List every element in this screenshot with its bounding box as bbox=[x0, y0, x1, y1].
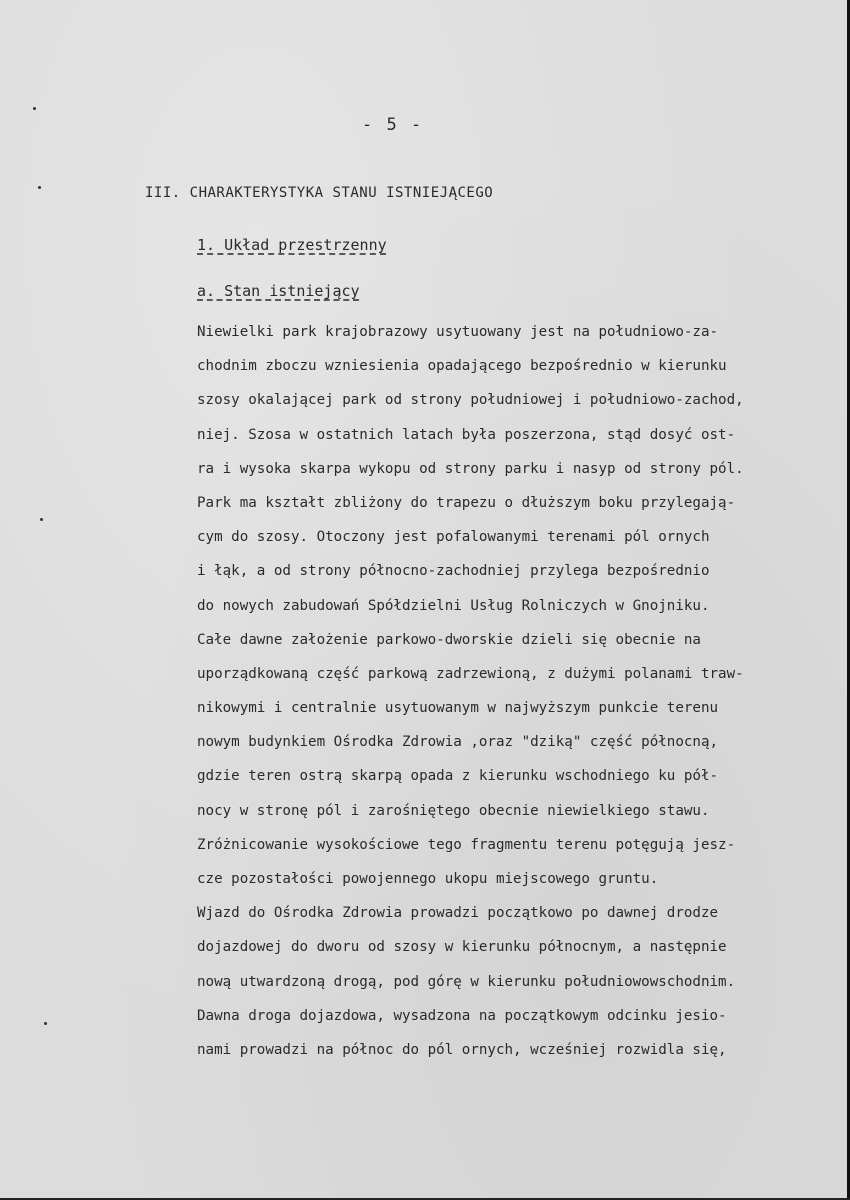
text-line: cym do szosy. Otoczony jest pofalowanymi terenami pól ornych bbox=[197, 529, 710, 546]
text-line: nową utwardzoną drogą, pod górę w kierunku południowowschodnim. bbox=[197, 973, 736, 990]
text-line: Park ma kształt zbliżony do trapezu o dłuższym boku przylegają- bbox=[197, 494, 736, 511]
text-line: gdzie teren ostrą skarpą opada z kierunku wschodniego ku pół- bbox=[197, 768, 719, 785]
text-line: ra i wysoka skarpa wykopu od strony parku i nasyp od strony pól. bbox=[197, 460, 744, 477]
margin-mark bbox=[40, 518, 43, 521]
text-line: nowym budynkiem Ośrodka Zdrowia ,oraz "dziką" część północną, bbox=[197, 734, 719, 751]
text-line: szosy okalającej park od strony południowej i południowo-zachod, bbox=[197, 392, 744, 409]
text-line: dojazdowej do dworu od szosy w kierunku północnym, a następnie bbox=[197, 939, 727, 956]
section-title: III. CHARAKTERYSTYKA STANU ISTNIEJĄCEGO bbox=[145, 185, 494, 201]
margin-mark bbox=[33, 107, 36, 110]
subsection-heading: 1. Układ przestrzenny bbox=[197, 236, 387, 254]
margin-mark bbox=[38, 186, 41, 189]
text-line: Niewielki park krajobrazowy usytuowany jest na południowo-za- bbox=[197, 324, 719, 340]
page-number: - 5 - bbox=[362, 115, 424, 135]
text-line: chodnim zboczu wzniesienia opadającego bezpośrednio w kierunku bbox=[197, 358, 727, 375]
text-line: nocy w stronę pól i zarośniętego obecnie niewielkiego stawu. bbox=[197, 802, 710, 819]
text-line: Wjazd do Ośrodka Zdrowia prowadzi początkowo po dawnej drodze bbox=[197, 905, 719, 922]
text-line: niej. Szosa w ostatnich latach była poszerzona, stąd dosyć ost- bbox=[197, 426, 736, 443]
text-line: do nowych zabudowań Spółdzielni Usług Rolniczych w Gnojniku. bbox=[197, 597, 710, 614]
text-line: Dawna droga dojazdowa, wysadzona na początkowym odcinku jesio- bbox=[197, 1007, 727, 1024]
text-line: nikowymi i centralnie usytuowanym w najwyższym punkcie terenu bbox=[197, 700, 719, 717]
subsubsection-heading: a. Stan istniejący bbox=[197, 282, 360, 300]
body-text bbox=[197, 322, 842, 1074]
text-line: i łąk, a od strony północno-zachodniej przylega bezpośrednio bbox=[197, 563, 710, 580]
text-line: uporządkowaną część parkową zadrzewioną, z dużymi polanami traw- bbox=[197, 665, 744, 682]
text-line: nami prowadzi na północ do pól ornych, wcześniej rozwidla się, bbox=[197, 1041, 727, 1058]
text-line: Całe dawne założenie parkowo-dworskie dzieli się obecnie na bbox=[197, 631, 701, 648]
text-line: Zróżnicowanie wysokościowe tego fragmentu terenu potęgują jesz- bbox=[197, 836, 736, 853]
margin-mark bbox=[44, 1022, 47, 1025]
text-line: cze pozostałości powojennego ukopu miejscowego gruntu. bbox=[197, 871, 659, 887]
